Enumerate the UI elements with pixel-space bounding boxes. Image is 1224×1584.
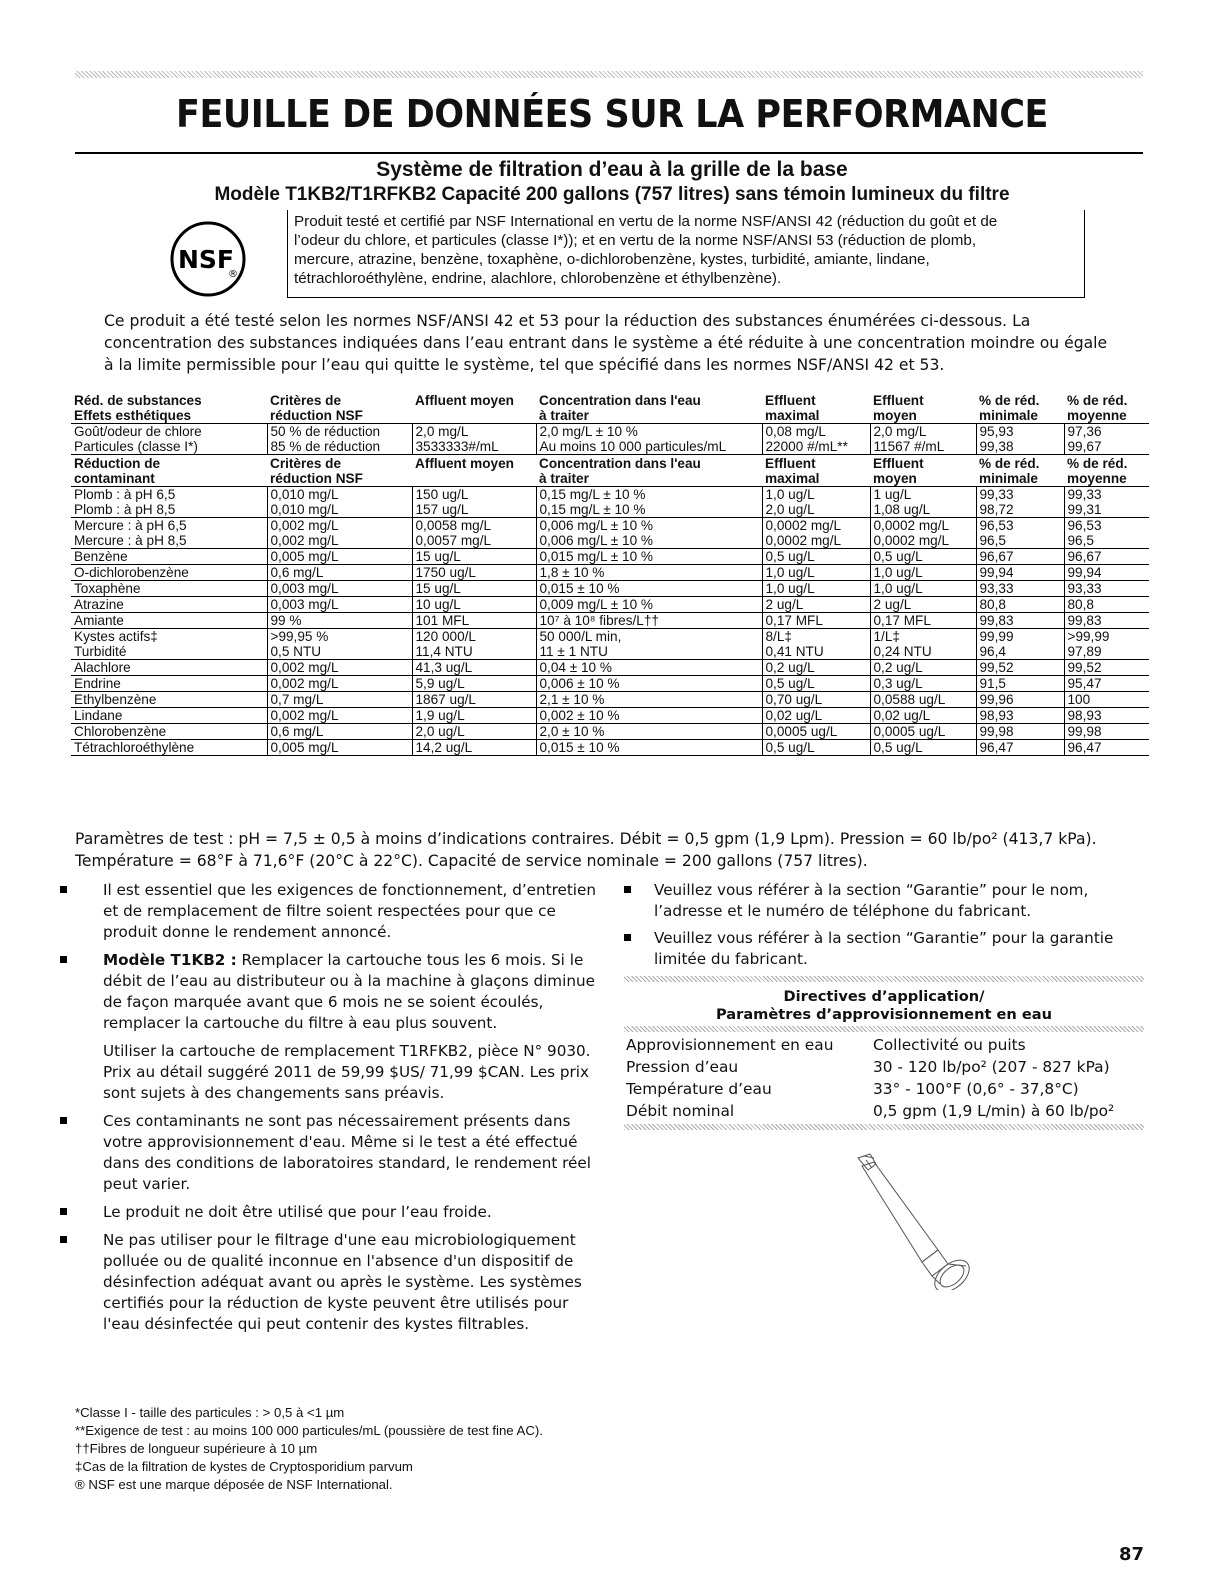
table-cell: Chlorobenzène	[71, 724, 267, 740]
table-cell: 1 ug/L	[870, 487, 976, 503]
table-cell: 0,5 ug/L	[870, 740, 976, 756]
table-header-cell: Effluent moyen	[873, 456, 924, 486]
table-cell: 11,4 NTU	[412, 644, 536, 660]
table-cell: 99,38	[976, 439, 1064, 455]
table-cell: 22000 #/mL**	[762, 439, 870, 455]
table-row	[71, 424, 1149, 440]
footnotes	[75, 1404, 775, 1494]
table-cell: 2 ug/L	[762, 597, 870, 613]
table-cell: 0,2 ug/L	[870, 660, 976, 676]
footnote: ® NSF est une marque déposée de NSF International.	[75, 1477, 393, 1492]
intro-line: à la limite permissible pour l’eau qui quitte le système, tel que spécifié dans les normes NSF/ANSI 42 et 53.	[104, 356, 945, 374]
table-cell: 0,0002 mg/L	[870, 533, 976, 549]
table-cell: 99,94	[1064, 565, 1149, 581]
cert-line: mercure, atrazine, benzène, toxaphène, o-dichlorobenzène, kystes, turbidité, amiante, lindane,	[294, 251, 930, 268]
table-header-cell: % de réd. minimale	[979, 393, 1040, 423]
table-cell: O-dichlorobenzène	[71, 565, 267, 581]
table-cell: Benzène	[71, 549, 267, 565]
table-cell: 99,52	[976, 660, 1064, 676]
bullet-square-icon	[60, 1117, 67, 1124]
table-cell: 120 000/L	[412, 629, 536, 645]
table-cell: 0,5 ug/L	[762, 740, 870, 756]
table-row	[71, 724, 1149, 740]
table-cell: 99,33	[976, 487, 1064, 503]
table-cell: 99,33	[1064, 487, 1149, 503]
table-cell: 0,5 ug/L	[762, 549, 870, 565]
table-cell: 2,0 ug/L	[412, 724, 536, 740]
table-cell: 0,015 ± 10 %	[536, 581, 762, 597]
table-cell: 0,17 MFL	[870, 613, 976, 629]
right-bullet-list	[624, 880, 1144, 976]
cert-line: tétrachloroéthylène, endrine, alachlore, chlorobenzène et éthylbenzène).	[294, 270, 782, 287]
table-cell: >99,95 %	[267, 629, 412, 645]
table-cell: 96,53	[976, 518, 1064, 534]
table-cell: 0,15 mg/L ± 10 %	[536, 502, 762, 518]
bullet-item: Ces contaminants ne sont pas nécessairement présents dans votre approvisionnement d'eau. Même si le test a été effectué dans des conditions de laboratoires standard, le rendement réel peut varier.	[60, 1111, 600, 1195]
table-cell: 0,0002 mg/L	[762, 533, 870, 549]
table-cell: 0,002 mg/L	[267, 708, 412, 724]
table-cell: 99,83	[1064, 613, 1149, 629]
table-header-cell: Concentration dans l'eau à traiter	[539, 456, 701, 486]
table-row	[71, 660, 1149, 676]
table-cell: 96,5	[1064, 533, 1149, 549]
table-row	[71, 597, 1149, 613]
test-param-line: Température = 68°F à 71,6°F (20°C à 22°C). Capacité de service nominale = 200 gallons (757 litres).	[75, 852, 868, 870]
top-hatch-bar	[75, 71, 1143, 78]
directives-hatch-top	[624, 976, 1144, 982]
directives-row: Approvisionnement en eau Collectivité ou puits	[626, 1036, 1026, 1054]
table-cell: 0,3 ug/L	[870, 676, 976, 692]
bullet-square-icon	[60, 956, 67, 963]
cert-line: Produit testé et certifié par NSF International en vertu de la norme NSF/ANSI 42 (réduction du goût et de	[294, 213, 998, 230]
table-row	[71, 565, 1149, 581]
table-cell: 80,8	[976, 597, 1064, 613]
table-row	[71, 708, 1149, 724]
table-cell: 0,002 mg/L	[267, 676, 412, 692]
table-header-cell: Réd. de substances Effets esthétiques	[74, 393, 202, 423]
nsf-logo-text: NSF	[177, 245, 235, 274]
cert-line: l’odeur du chlore, et particules (classe I*)); et en vertu de la norme NSF/ANSI 53 (réduction de plomb,	[294, 232, 977, 249]
table-row	[71, 676, 1149, 692]
table-header-cell: Effluent maximal	[765, 393, 820, 423]
table-header-cell: % de réd. moyenne	[1067, 393, 1128, 423]
table-cell: 14,2 ug/L	[412, 740, 536, 756]
table-cell: 0,70 ug/L	[762, 692, 870, 708]
table-cell: 95,93	[976, 424, 1064, 440]
table-cell: 0,002 mg/L	[267, 660, 412, 676]
table-cell: 93,33	[1064, 581, 1149, 597]
table-cell: 99,96	[976, 692, 1064, 708]
table-cell: 97,89	[1064, 644, 1149, 660]
table-header-cell: Critères de réduction NSF	[270, 393, 363, 423]
table-header-cell: Affluent moyen	[415, 393, 514, 408]
table-cell: Turbidité	[71, 644, 267, 660]
table-cell: Plomb : à pH 6,5	[71, 487, 267, 503]
table-cell: 0,015 ± 10 %	[536, 740, 762, 756]
table-cell: 0,002 mg/L	[267, 518, 412, 534]
table-cell: 99,31	[1064, 502, 1149, 518]
table-cell: Lindane	[71, 708, 267, 724]
table-cell: 0,0005 ug/L	[762, 724, 870, 740]
table-cell: 0,7 mg/L	[267, 692, 412, 708]
table-cell: 157 ug/L	[412, 502, 536, 518]
table-cell: 2,0 mg/L	[412, 424, 536, 440]
table-cell: >99,99	[1064, 629, 1149, 645]
bullet-item: Veuillez vous référer à la section “Garantie” pour le nom, l’adresse et le numéro de téléphone du fabricant.	[624, 880, 1144, 922]
table-cell: Kystes actifs‡	[71, 629, 267, 645]
table-cell: 96,5	[976, 533, 1064, 549]
table-cell: 0,0058 mg/L	[412, 518, 536, 534]
table-header-cell: Effluent maximal	[765, 456, 820, 486]
table-cell: 15 ug/L	[412, 581, 536, 597]
table-cell: 10 ug/L	[412, 597, 536, 613]
certification-box	[287, 210, 1085, 298]
table-cell: 0,5 ug/L	[870, 549, 976, 565]
table-cell: 100	[1064, 692, 1149, 708]
test-parameters	[75, 828, 1145, 872]
intro-line: concentration des substances indiquées dans l’eau entrant dans le système a été réduite à une concentration moindre ou égale	[104, 334, 1108, 352]
table-cell: 0,005 mg/L	[267, 549, 412, 565]
table-header-cell: Critères de réduction NSF	[270, 456, 363, 486]
table-cell: 99,99	[976, 629, 1064, 645]
table-cell: 1,0 ug/L	[762, 581, 870, 597]
table-header-cell: Concentration dans l'eau à traiter	[539, 393, 701, 423]
table-cell: 50 000/L min,	[536, 629, 762, 645]
table-cell: 1750 ug/L	[412, 565, 536, 581]
table-cell: 0,15 mg/L ± 10 %	[536, 487, 762, 503]
table-cell: 2,0 ug/L	[762, 502, 870, 518]
table-row	[71, 549, 1149, 565]
table-cell: 0,002 mg/L	[267, 533, 412, 549]
table-row	[71, 518, 1149, 534]
directives-title: Directives d’application/ Paramètres d’approvisionnement en eau	[715, 988, 1053, 1023]
performance-table	[71, 392, 1149, 756]
table-row	[71, 740, 1149, 756]
table-cell: 0,0002 mg/L	[870, 518, 976, 534]
table-header-cell: Réduction de contaminant	[74, 456, 161, 486]
table-cell: 93,33	[976, 581, 1064, 597]
table-header-cell: % de réd. minimale	[979, 456, 1040, 486]
table-cell: 96,4	[976, 644, 1064, 660]
table-cell: 98,72	[976, 502, 1064, 518]
table-cell: Au moins 10 000 particules/mL	[536, 439, 762, 455]
page-title: FEUILLE DE DONNÉES SUR LA PERFORMANCE	[176, 92, 1048, 136]
table-cell: 0,003 mg/L	[267, 581, 412, 597]
table-cell: 0,04 ± 10 %	[536, 660, 762, 676]
table-cell: 0,24 NTU	[870, 644, 976, 660]
table-cell: 0,010 mg/L	[267, 487, 412, 503]
table-cell: 0,006 ± 10 %	[536, 676, 762, 692]
test-param-line: Paramètres de test : pH = 7,5 ± 0,5 à moins d’indications contraires. Débit = 0,5 gpm (1,9 Lpm). Pression = 60 lb/po² (413,7 kPa).	[75, 830, 1097, 848]
table-header-row	[71, 455, 1149, 487]
bullet-item: Ne pas utiliser pour le filtrage d'une eau microbiologiquement polluée ou de qualité inconnue en l'absence d'un dispositif de désinfection adéquat avant ou après le système. Les systèmes certifiés pour la réduction de kyste peuvent être utilisés pour l'eau désinfectée qui peut contenir des kystes filtrables.	[60, 1230, 600, 1335]
table-row	[71, 613, 1149, 629]
table-cell: 0,08 mg/L	[762, 424, 870, 440]
bullet-square-icon	[60, 886, 67, 893]
table-cell: Tétrachloroéthylène	[71, 740, 267, 756]
table-cell: 2,1 ± 10 %	[536, 692, 762, 708]
table-cell: Mercure : à pH 6,5	[71, 518, 267, 534]
table-cell: 2 ug/L	[870, 597, 976, 613]
table-cell: 0,003 mg/L	[267, 597, 412, 613]
table-cell: 150 ug/L	[412, 487, 536, 503]
table-cell: 99,98	[976, 724, 1064, 740]
table-cell: 0,0588 ug/L	[870, 692, 976, 708]
table-cell: 0,006 mg/L ± 10 %	[536, 518, 762, 534]
table-cell: 99 %	[267, 613, 412, 629]
footnote: **Exigence de test : au moins 100 000 particules/mL (poussière de test fine AC).	[75, 1423, 543, 1438]
table-cell: Atrazine	[71, 597, 267, 613]
table-cell: 0,0005 ug/L	[870, 724, 976, 740]
table-cell: 1867 ug/L	[412, 692, 536, 708]
table-cell: 96,53	[1064, 518, 1149, 534]
table-row	[71, 581, 1149, 597]
nsf-logo-mark: ®	[228, 269, 238, 280]
nsf-logo	[170, 221, 246, 297]
table-cell: 1,0 ug/L	[870, 565, 976, 581]
table-cell: 0,02 ug/L	[870, 708, 976, 724]
table-cell: 2,0 mg/L ± 10 %	[536, 424, 762, 440]
directives-hatch-mid	[624, 1026, 1144, 1032]
directives-row: Pression d’eau 30 - 120 lb/po² (207 - 827 kPa)	[626, 1058, 1110, 1076]
table-header-cell: Affluent moyen	[415, 456, 514, 471]
table-cell: 1/L‡	[870, 629, 976, 645]
table-cell: 101 MFL	[412, 613, 536, 629]
table-row	[71, 644, 1149, 660]
table-cell: 97,36	[1064, 424, 1149, 440]
table-cell: 50 % de réduction	[267, 424, 412, 440]
table-cell: 15 ug/L	[412, 549, 536, 565]
table-cell: 0,005 mg/L	[267, 740, 412, 756]
directives-row: Débit nominal 0,5 gpm (1,9 L/min) à 60 lb/po²	[626, 1102, 1115, 1120]
table-cell: 0,0057 mg/L	[412, 533, 536, 549]
bullet-subparagraph: Utiliser la cartouche de remplacement T1RFKB2, pièce N° 9030. Prix au détail suggéré 2011 de 59,99 $US/ 71,99 $CAN. Les prix sont sujets à des changements sans préavis.	[103, 1042, 591, 1102]
table-cell: 2,0 mg/L	[870, 424, 976, 440]
table-cell: 0,009 mg/L ± 10 %	[536, 597, 762, 613]
table-row	[71, 487, 1149, 503]
filter-cartridge-image	[840, 1150, 990, 1290]
table-cell: 0,17 MFL	[762, 613, 870, 629]
table-cell: 80,8	[1064, 597, 1149, 613]
table-header-row	[71, 392, 1149, 424]
table-row	[71, 692, 1149, 708]
bullet-item: Le produit ne doit être utilisé que pour l’eau froide.	[60, 1202, 600, 1223]
table-cell: 98,93	[1064, 708, 1149, 724]
bullet-item: Veuillez vous référer à la section “Garantie” pour la garantie limitée du fabricant.	[624, 928, 1144, 970]
model-line: Modèle T1KB2/T1RFKB2 Capacité 200 gallons (757 litres) sans témoin lumineux du filtre	[214, 184, 1010, 205]
table-cell: 0,002 ± 10 %	[536, 708, 762, 724]
bullet-square-icon	[60, 1236, 67, 1243]
table-cell: 0,6 mg/L	[267, 565, 412, 581]
table-cell: 1,0 ug/L	[762, 565, 870, 581]
table-cell: 91,5	[976, 676, 1064, 692]
table-cell: Endrine	[71, 676, 267, 692]
table-cell: Goût/odeur de chlore	[71, 424, 267, 440]
table-cell: 1,0 ug/L	[870, 581, 976, 597]
table-row	[71, 502, 1149, 518]
table-cell: 96,67	[976, 549, 1064, 565]
table-row	[71, 533, 1149, 549]
directives-hatch-bottom	[624, 1124, 1144, 1130]
table-cell: 99,67	[1064, 439, 1149, 455]
table-cell: 10⁷ à 10⁸ fibres/L††	[536, 613, 762, 629]
table-cell: 1,0 ug/L	[762, 487, 870, 503]
table-cell: 0,02 ug/L	[762, 708, 870, 724]
footnote: ‡Cas de la filtration de kystes de Cryptosporidium parvum	[75, 1459, 413, 1474]
table-cell: 11567 #/mL	[870, 439, 976, 455]
subtitle: Système de filtration d’eau à la grille de la base	[376, 158, 848, 181]
table-cell: 1,08 ug/L	[870, 502, 976, 518]
table-cell: 95,47	[1064, 676, 1149, 692]
table-cell: 2,0 ± 10 %	[536, 724, 762, 740]
table-cell: 99,52	[1064, 660, 1149, 676]
table-cell: Plomb : à pH 8,5	[71, 502, 267, 518]
table-cell: Ethylbenzène	[71, 692, 267, 708]
directives-table	[626, 1034, 1146, 1122]
table-cell: 85 % de réduction	[267, 439, 412, 455]
directives-row: Température d’eau 33° - 100°F (0,6° - 37,8°C)	[626, 1080, 1079, 1098]
table-cell: 41,3 ug/L	[412, 660, 536, 676]
table-cell: 0,5 ug/L	[762, 676, 870, 692]
footnote: *Classe I - taille des particules : > 0,5 à <1 µm	[75, 1405, 345, 1420]
table-cell: 0,0002 mg/L	[762, 518, 870, 534]
table-cell: 98,93	[976, 708, 1064, 724]
table-cell: 0,006 mg/L ± 10 %	[536, 533, 762, 549]
bullet-item: Il est essentiel que les exigences de fonctionnement, d’entretien et de remplacement de filtre soient respectées pour que ce produit donne le rendement annoncé.	[60, 880, 600, 943]
table-cell: 96,47	[1064, 740, 1149, 756]
table-cell: 8/L‡	[762, 629, 870, 645]
table-cell: 0,5 NTU	[267, 644, 412, 660]
page-number: 87	[1118, 1544, 1144, 1565]
table-header-cell: % de réd. moyenne	[1067, 456, 1128, 486]
table-cell: 0,6 mg/L	[267, 724, 412, 740]
table-cell: 0,015 mg/L ± 10 %	[536, 549, 762, 565]
intro-paragraph	[104, 310, 1144, 376]
table-cell: 1,9 ug/L	[412, 708, 536, 724]
bullet-item: Modèle T1KB2 : Remplacer la cartouche tous les 6 mois. Si le débit de l’eau au distributeur ou à la machine à glaçons diminue de façon marquée avant que 6 mois ne se soient écoulés, remplacer la cartouche du filtre à eau plus souvent.	[60, 950, 600, 1034]
bullet-square-icon	[624, 886, 631, 893]
table-row	[71, 629, 1149, 645]
bullet-square-icon	[624, 934, 631, 941]
table-cell: 96,47	[976, 740, 1064, 756]
table-cell: 1,8 ± 10 %	[536, 565, 762, 581]
table-cell: 99,98	[1064, 724, 1149, 740]
table-cell: Alachlore	[71, 660, 267, 676]
table-cell: 99,94	[976, 565, 1064, 581]
table-cell: Mercure : à pH 8,5	[71, 533, 267, 549]
table-cell: Toxaphène	[71, 581, 267, 597]
title-rule	[75, 152, 1143, 154]
table-header-cell: Effluent moyen	[873, 393, 924, 423]
table-row	[71, 439, 1149, 455]
intro-line: Ce produit a été testé selon les normes NSF/ANSI 42 et 53 pour la réduction des substances énumérées ci-dessous. La	[104, 312, 1031, 330]
bullet-square-icon	[60, 1208, 67, 1215]
table-cell: Amiante	[71, 613, 267, 629]
table-cell: Particules (classe I*)	[71, 439, 267, 455]
table-cell: 0,41 NTU	[762, 644, 870, 660]
table-cell: 96,67	[1064, 549, 1149, 565]
table-cell: 0,010 mg/L	[267, 502, 412, 518]
footnote: ††Fibres de longueur supérieure à 10 µm	[75, 1441, 318, 1456]
table-cell: 3533333#/mL	[412, 439, 536, 455]
table-cell: 99,83	[976, 613, 1064, 629]
table-cell: 11 ± 1 NTU	[536, 644, 762, 660]
left-bullet-list	[60, 880, 600, 1342]
table-cell: 5,9 ug/L	[412, 676, 536, 692]
table-cell: 0,2 ug/L	[762, 660, 870, 676]
